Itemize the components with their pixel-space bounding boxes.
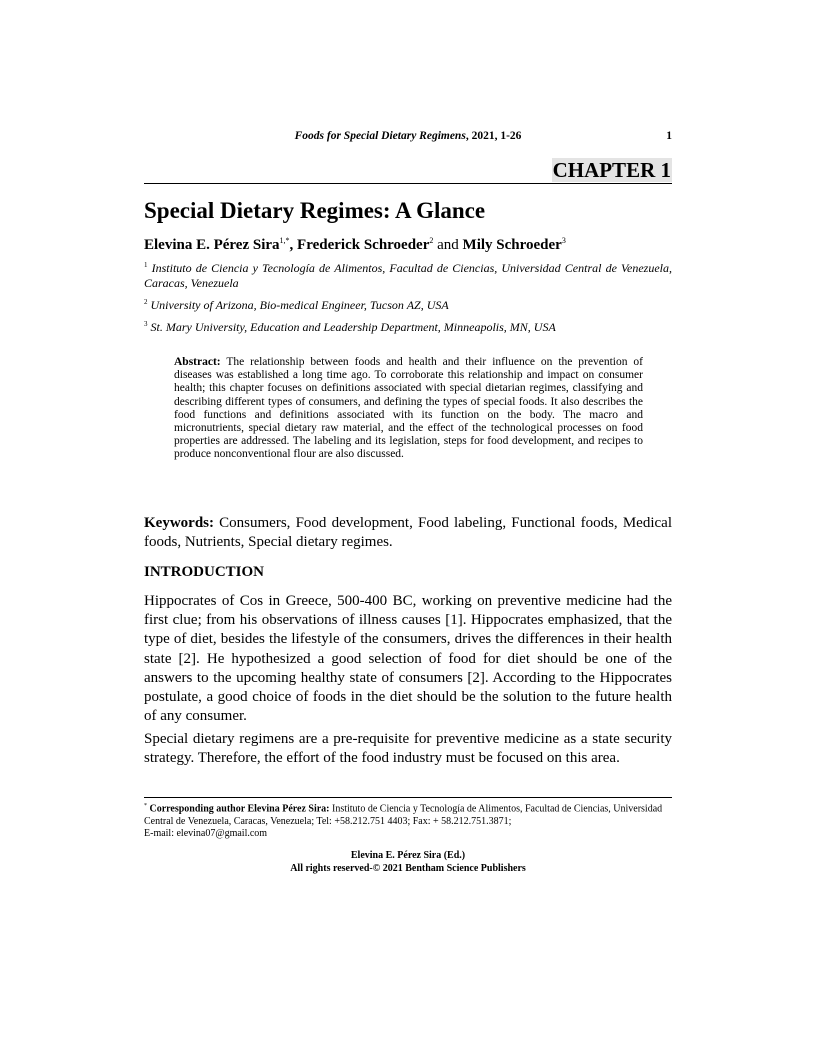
- keywords: [144, 514, 672, 552]
- author-1-name: Elevina E. Pérez Sira: [144, 237, 280, 253]
- author-3-name: Mily Schroeder: [462, 237, 562, 253]
- affiliations: [144, 258, 672, 339]
- affiliation-1-text: Instituto de Ciencia y Tecnología de Alimentos, Facultad de Ciencias, Universidad Central de Venezuela, Caracas, Venezuela: [144, 261, 672, 290]
- author-separator-1: ,: [289, 237, 298, 253]
- footnote: [144, 800, 672, 841]
- affiliation-1: [144, 258, 672, 291]
- keywords-text: Consumers, Food development, Food labeling, Functional foods, Medical foods, Nutrients, Special dietary regimes.: [144, 515, 672, 550]
- body-paragraph-1: Hippocrates of Cos in Greece, 500-400 BC, working on preventive medicine had the first clue; from his observations of illness causes [1]. Hippocrates emphasized, that the type of diet, besides the lifestyle of the consumers, drives the differences in their health state [2]. He hypothesized a good selection of food for diet should be one of the answers to the upcoming healthy state of consumers [2]. According to the Hippocrates postulate, a good choice of foods in the diet should be the solution to the future health of any consumer.: [144, 593, 672, 725]
- author-2-sup: 2: [429, 236, 434, 245]
- abstract: [174, 356, 643, 462]
- affiliation-3-sup: 3: [144, 320, 148, 328]
- abstract-text: The relationship between foods and health and their influence on the prevention of diseases was established a long time ago. To corroborate this relationship and impact on consumer health; this chapter focuses on definitions associated with special dietarian regimes, classifying and describing different types of consumers, and defining the types of special foods. It also describes the food functions and definitions associated with its function on the body. The macro and micronutrients, special dietary raw material, and the effect of the technological processes on food properties are addressed. The labeling and its legislation, steps for food development, and recipes to produce nonconventional flour are also discussed.: [174, 356, 643, 461]
- running-head: [144, 130, 672, 142]
- journal-title: Foods for Special Dietary Regimens: [294, 130, 466, 142]
- body-paragraph-2: Special dietary regimens are a pre-requisite for preventive medicine as a state security strategy. Therefore, the effort of the food industry must be focused on this area.: [144, 731, 672, 767]
- section-heading: INTRODUCTION: [144, 564, 265, 580]
- keywords-label: Keywords:: [144, 515, 214, 531]
- publisher-info: [144, 850, 672, 875]
- editor-line: Elevina E. Pérez Sira (Ed.): [350, 850, 466, 861]
- affiliation-2-sup: 2: [144, 298, 148, 306]
- chapter-label: CHAPTER 1: [552, 158, 671, 182]
- footnote-marker: *: [144, 803, 147, 809]
- footnote-email: E-mail: elevina07@gmail.com: [144, 828, 268, 840]
- footnote-label: Corresponding author Elevina Pérez Sira:: [147, 803, 330, 815]
- author-2-name: Frederick Schroeder: [297, 237, 430, 253]
- chapter-title: Special Dietary Regimes: A Glance: [144, 198, 486, 223]
- footnote-text: Instituto de Ciencia y Tecnología de Alimentos, Facultad de Ciencias, Universidad Central de Venezuela, Caracas, Venezuela; Tel: +58.212.751 4403; Fax: + 58.212.751.3871;: [144, 803, 663, 827]
- affiliation-3: [144, 317, 672, 335]
- affiliation-1-sup: 1: [144, 261, 148, 269]
- header-rule: [144, 183, 672, 184]
- footnote-rule: [144, 797, 672, 798]
- affiliation-2-text: University of Arizona, Bio-medical Engineer, Tucson AZ, USA: [147, 298, 449, 312]
- rights-line: All rights reserved-© 2021 Bentham Science Publishers: [290, 862, 526, 874]
- page-number: 1: [666, 130, 672, 142]
- author-separator-2: and: [433, 237, 463, 253]
- journal-details: , 2021, 1-26: [465, 130, 522, 142]
- author-3-sup: 3: [561, 236, 566, 245]
- affiliation-2: [144, 295, 672, 313]
- abstract-label: Abstract:: [174, 356, 221, 368]
- author-1-sup: 1,*: [279, 236, 290, 245]
- affiliation-3-text: St. Mary University, Education and Leadership Department, Minneapolis, MN, USA: [147, 320, 556, 334]
- author-line: [144, 236, 566, 254]
